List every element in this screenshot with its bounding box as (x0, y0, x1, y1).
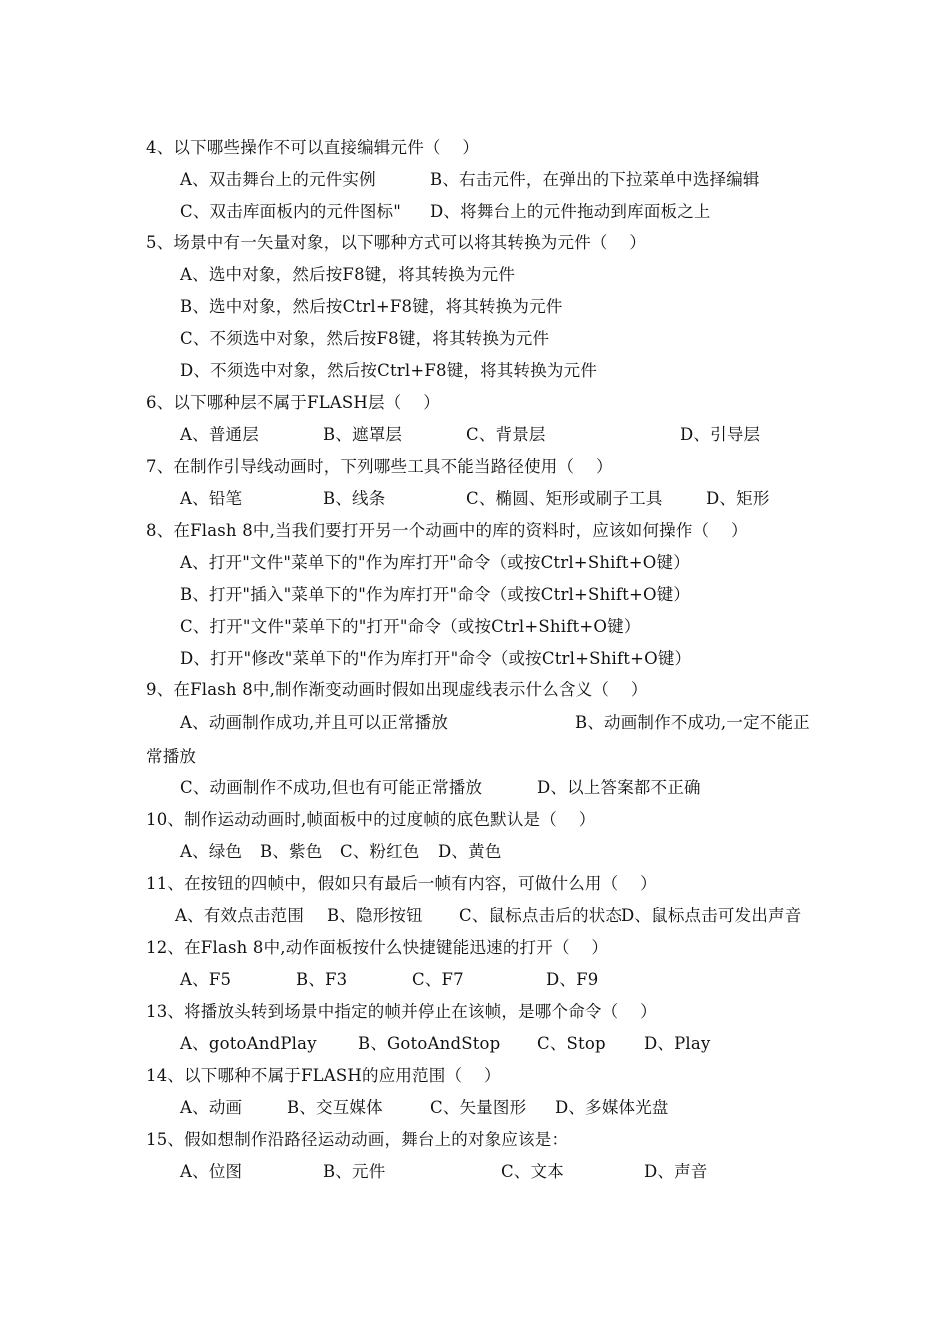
question-9-options-row-1 (180, 712, 880, 734)
question-7-option-c: C、椭圆、矩形或刷子工具 (466, 489, 663, 508)
question-9-option-d: D、以上答案都不正确 (537, 778, 701, 797)
question-12-options-row (180, 969, 880, 991)
question-5-option-d: D、不须选中对象，然后按Ctrl+F8键，将其转换为元件 (180, 361, 598, 380)
question-7-option-a: A、铅笔 (180, 489, 243, 508)
question-4-options-row-2 (180, 201, 880, 223)
question-6-option-d: D、引导层 (680, 425, 761, 444)
question-11-stem: 11、在按钮的四帧中，假如只有最后一帧有内容，可做什么用（ ） (146, 874, 657, 893)
question-4-option-b: B、右击元件，在弹出的下拉菜单中选择编辑 (430, 170, 760, 189)
question-15-option-a: A、位图 (180, 1162, 243, 1181)
question-6-stem: 6、以下哪种层不属于FLASH层（ ） (146, 393, 440, 412)
question-13-option-d: D、Play (644, 1034, 711, 1053)
question-6-options-row (180, 424, 880, 446)
question-5-option-c: C、不须选中对象，然后按F8键，将其转换为元件 (180, 329, 550, 348)
question-12-option-b: B、F3 (296, 970, 348, 989)
question-9-option-c: C、动画制作不成功,但也有可能正常播放 (180, 778, 483, 797)
question-8-option-d: D、打开"修改"菜单下的"作为库打开"命令（或按Ctrl+Shift+O键） (180, 649, 692, 668)
question-5-stem: 5、场景中有一矢量对象，以下哪种方式可以将其转换为元件（ ） (146, 233, 647, 252)
question-14-option-b: B、交互媒体 (287, 1098, 383, 1117)
question-9-option-a: A、动画制作成功,并且可以正常播放 (180, 713, 449, 732)
question-15-stem: 15、假如想制作沿路径运动动画，舞台上的对象应该是： (146, 1130, 569, 1149)
question-11-option-c: C、鼠标点击后的状态 (459, 906, 623, 925)
question-9-stem: 9、在Flash 8中,制作渐变动画时假如出现虚线表示什么含义（ ） (146, 680, 648, 699)
question-12-option-c: C、F7 (412, 970, 464, 989)
question-8-option-a: A、打开"文件"菜单下的"作为库打开"命令（或按Ctrl+Shift+O键） (180, 553, 690, 572)
question-10-option-a: A、绿色 (180, 842, 243, 861)
question-7-options-row (180, 488, 880, 510)
question-11-option-d: D、鼠标点击可发出声音 (621, 906, 802, 925)
question-11-options-row (175, 905, 875, 927)
question-4-option-c: C、双击库面板内的元件图标" (180, 202, 402, 221)
question-7-stem: 7、在制作引导线动画时，下列哪些工具不能当路径使用（ ） (146, 457, 613, 476)
question-4-option-a: A、双击舞台上的元件实例 (180, 170, 376, 189)
question-13-options-row (180, 1033, 880, 1055)
question-15-option-d: D、声音 (644, 1162, 708, 1181)
question-10-option-d: D、黄色 (438, 842, 502, 861)
question-11-option-b: B、隐形按钮 (327, 906, 423, 925)
question-9-option-b-continued: 常播放 (146, 747, 197, 766)
question-14-options-row (180, 1097, 880, 1119)
question-10-options-row (180, 841, 880, 863)
question-8-option-c: C、打开"文件"菜单下的"打开"命令（或按Ctrl+Shift+O键） (180, 617, 641, 636)
question-6-option-c: C、背景层 (466, 425, 546, 444)
question-5-option-b: B、选中对象，然后按Ctrl+F8键，将其转换为元件 (180, 297, 563, 316)
question-10-option-c: C、粉红色 (340, 842, 420, 861)
question-8-option-b: B、打开"插入"菜单下的"作为库打开"命令（或按Ctrl+Shift+O键） (180, 585, 691, 604)
question-6-option-b: B、遮罩层 (323, 425, 403, 444)
question-13-option-b: B、GotoAndStop (358, 1034, 501, 1053)
question-11-option-a: A、有效点击范围 (175, 906, 305, 925)
question-15-option-b: B、元件 (323, 1162, 386, 1181)
question-14-option-a: A、动画 (180, 1098, 243, 1117)
question-10-stem: 10、制作运动动画时,帧面板中的过度帧的底色默认是（ ） (146, 810, 596, 829)
question-15-option-c: C、文本 (501, 1162, 564, 1181)
question-14-option-d: D、多媒体光盘 (555, 1098, 669, 1117)
question-14-stem: 14、以下哪种不属于FLASH的应用范围（ ） (146, 1066, 501, 1085)
question-6-option-a: A、普通层 (180, 425, 259, 444)
question-13-option-c: C、Stop (537, 1034, 606, 1053)
question-4-option-d: D、将舞台上的元件拖动到库面板之上 (430, 202, 711, 221)
question-10-option-b: B、紫色 (260, 842, 323, 861)
question-13-option-a: A、gotoAndPlay (180, 1034, 317, 1053)
question-8-stem: 8、在Flash 8中,当我们要打开另一个动画中的库的资料时，应该如何操作（ ） (146, 521, 748, 540)
question-9-options-row-2 (180, 777, 880, 799)
question-13-stem: 13、将播放头转到场景中指定的帧并停止在该帧，是哪个命令（ ） (146, 1002, 657, 1021)
question-5-option-a: A、选中对象，然后按F8键，将其转换为元件 (180, 265, 516, 284)
question-7-option-b: B、线条 (323, 489, 386, 508)
question-9-option-b: B、动画制作不成功,一定不能正 (575, 713, 810, 732)
question-4-stem: 4、以下哪些操作不可以直接编辑元件（ ） (146, 138, 480, 157)
question-7-option-d: D、矩形 (706, 489, 770, 508)
question-12-option-d: D、F9 (546, 970, 599, 989)
question-4-options-row-1 (180, 169, 880, 191)
question-12-stem: 12、在Flash 8中,动作面板按什么快捷键能迅速的打开（ ） (146, 938, 609, 957)
question-12-option-a: A、F5 (180, 970, 232, 989)
question-14-option-c: C、矢量图形 (430, 1098, 527, 1117)
question-15-options-row (180, 1161, 880, 1183)
